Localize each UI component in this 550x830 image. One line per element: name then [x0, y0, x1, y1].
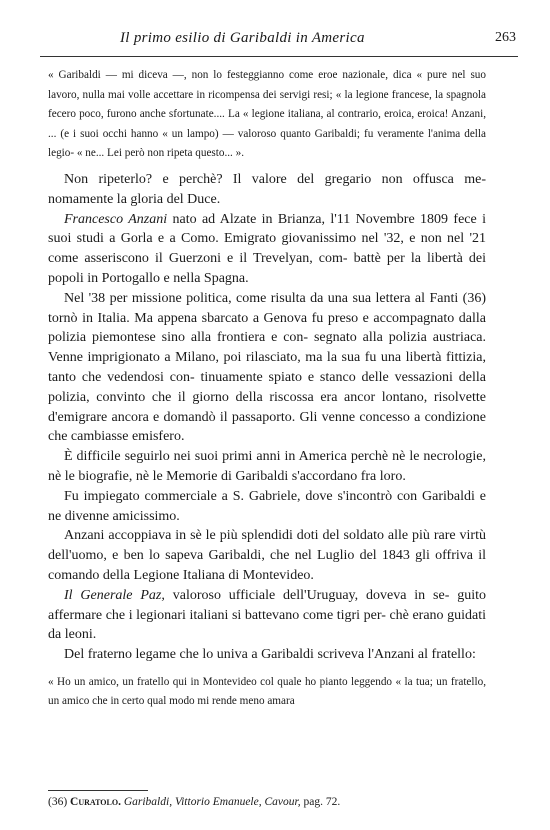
page-header: [0, 30, 550, 52]
footnote-work: Garibaldi, Vittorio Emanuele, Cavour,: [123, 796, 301, 808]
paragraph-3: Nel '38 per missione politica, come risulta da una sua lettera al Fanti (36) tornò in Italia. Ma appena sbarcato a Genova fu preso e accompagnato dalla polizia piemontese sino alla frontiera e con- segnato alla polizia austriaca. Venne imprigionato a Milano, poi rilasciato, ma la sua fu una libertà fittizia, tanto che vedendosi con- tinuamente spiato e stanco delle vessazioni della polizia, convinto che il giorno della riscossa era ancor lontano, risolvette d'emigrare ancora e domandò il passaporto. Gli venne concesso a condizione che cambiasse emisfero.: [48, 290, 486, 445]
footnote-author: Curatolo.: [70, 796, 121, 808]
paragraph-2: Francesco Anzani nato ad Alzate in Brianza, l'11 Novembre 1809 fece i suoi studi a Gorla e a Como. Emigrato giovanissimo nel '32, e non nel '21 come asseriscono il Guerzoni e il Trevelyan, com- battè per la libertà dei popoli in Portogallo e nella Spagna.: [48, 211, 486, 286]
page-body: [48, 66, 486, 718]
paragraph-5: Fu impiegato commerciale a S. Gabriele, dove s'incontrò con Garibaldi e ne divenne amicissimo.: [48, 488, 486, 524]
closing-quote: « Ho un amico, un fratello qui in Montevideo col quale ho pianto leggendo « la tua; un fratello, un amico che in certo qual modo mi rende meno amara: [48, 675, 486, 708]
opening-quote: « Garibaldi — mi diceva —, non lo festeggianno come eroe nazionale, dica « pure nel suo lavoro, nulla mai volle accettare in ricompensa dei servigi resi; « la legione francese, la spagnola fecero poco, furono anche sfortunate.... La « legione italiana, al contrario, eroica, eroica! Anzani, ... (e i suoi occhi hanno « un lampo) — valoroso quanto Garibaldi; fu veramente l'anima della legio- « ne... Lei però non ripeta questo... ».: [48, 69, 486, 160]
page-number: 263: [495, 30, 516, 45]
paragraph-7: Il Generale Paz, valoroso ufficiale dell'Uruguay, doveva in se- guito affermare che i legionari italiani si battevano come tigri per- chè erano guidati da leoni.: [48, 587, 486, 643]
paragraph-4: È difficile seguirlo nei suoi primi anni in America perchè nè le necrologie, nè le biografie, nè le Memorie di Garibaldi s'accordano fra loro.: [48, 449, 486, 484]
footnote-page: pag. 72.: [303, 796, 341, 808]
paragraph-lead-name: Il Generale Paz,: [64, 587, 165, 603]
paragraph-8: Del fraterno legame che lo univa a Garibaldi scriveva l'Anzani al fratello:: [64, 647, 476, 663]
paragraph-lead-name: Francesco Anzani: [64, 211, 168, 227]
paragraph-6: Anzani accoppiava in sè le più splendidi doti del soldato alle più rare virtù dell'uomo, e ben lo sapeva Garibaldi, che nel Luglio del 1843 gli offriva il comando della Legione Italiana di Montevideo.: [48, 528, 486, 583]
header-rule: [40, 56, 518, 57]
footnote-number: (36): [48, 796, 68, 808]
footnote: [48, 795, 488, 809]
running-title: Il primo esilio di Garibaldi in America: [120, 30, 365, 46]
paragraph-1: Non ripeterlo? e perchè? Il valore del gregario non offusca me- nomamente la gloria del Duce.: [48, 171, 486, 207]
footnote-rule: [48, 790, 148, 791]
